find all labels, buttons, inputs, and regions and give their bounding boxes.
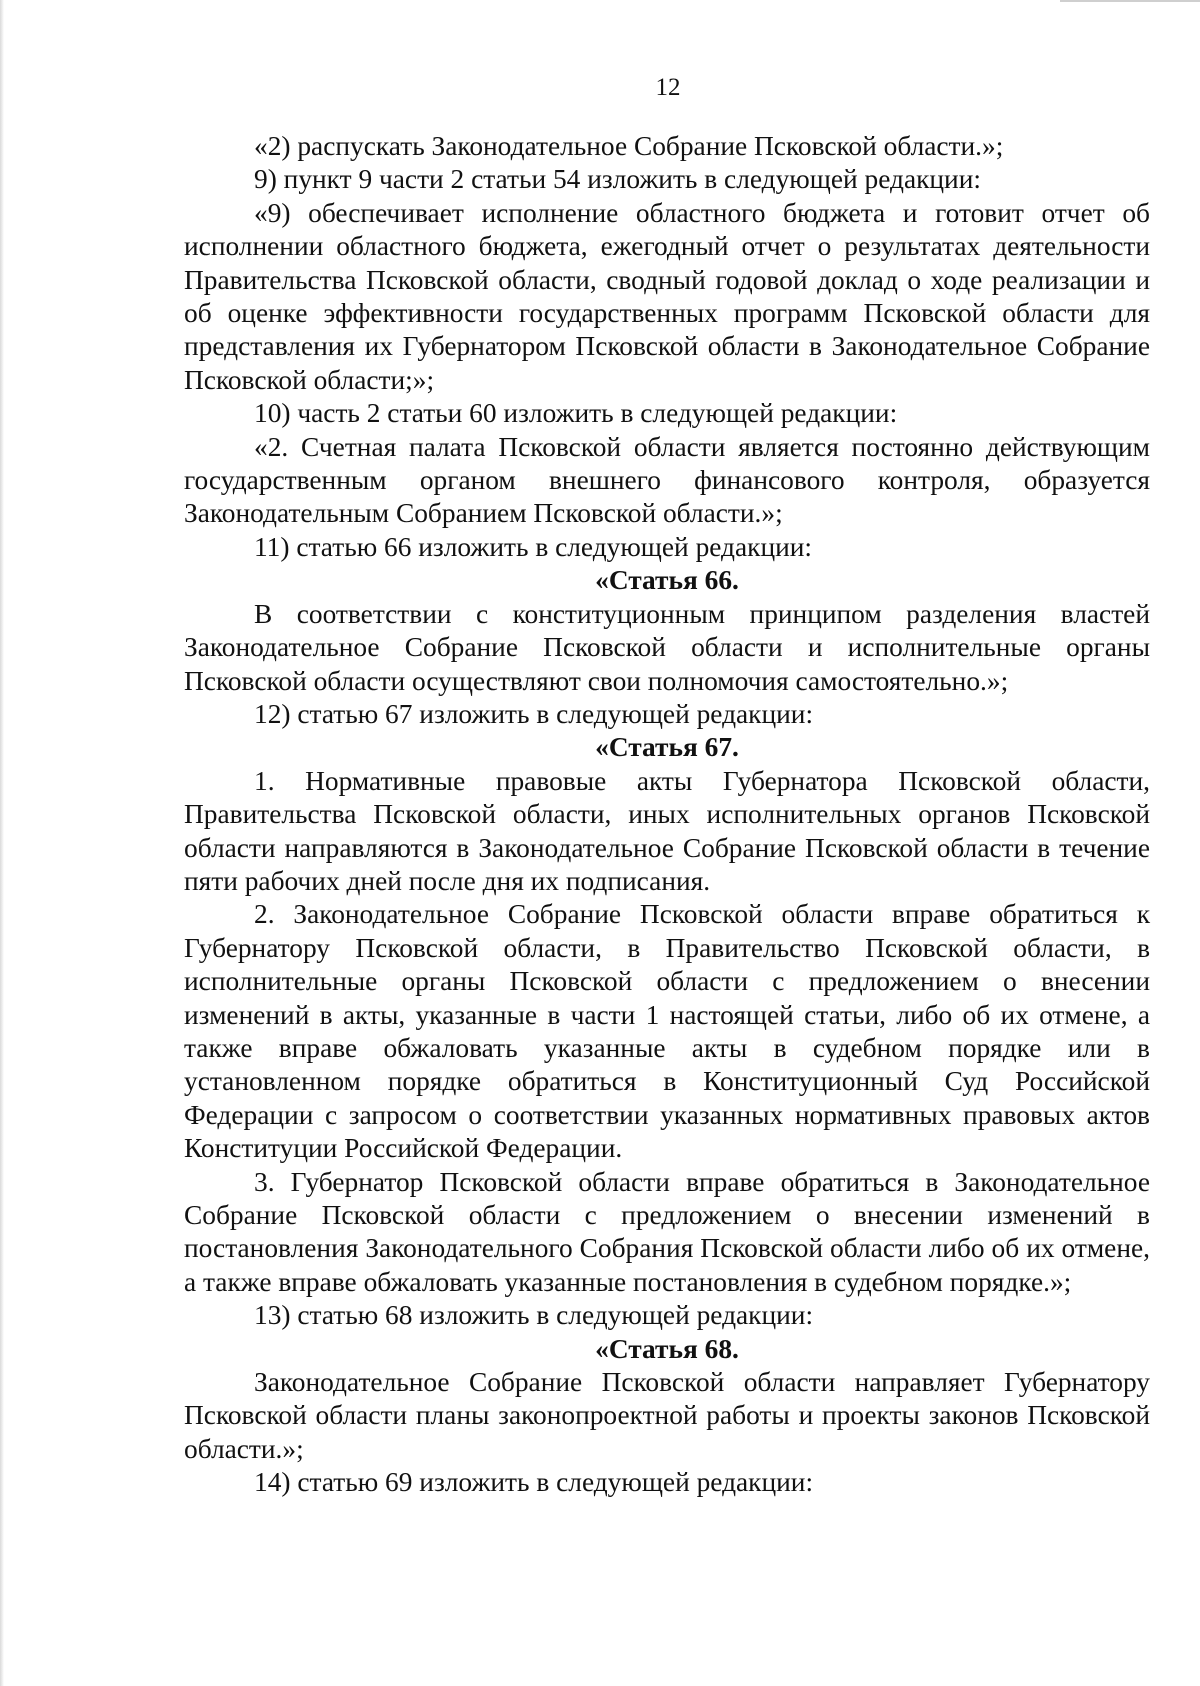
paragraph: 10) часть 2 статьи 60 изложить в следующей редакции: [254, 398, 898, 429]
document-body [184, 130, 1150, 1500]
paragraph: Законодательное Собрание Псковской области направляет Губернатору Псковской области планы законопроектной работы и проекты законов Псковской области.»; [184, 1367, 1150, 1464]
paragraph: «9) обеспечивает исполнение областного бюджета и готовит отчет об исполнении областного бюджета, ежегодный отчет о результатах деятельности Правительства Псковской области, сводный годовой доклад о ходе реализации и об оценке эффективности государственных программ Псковской области для представления их Губернатором Псковской области в Законодательное Собрание Псковской области;»; [184, 197, 1150, 395]
paragraph: «2) распускать Законодательное Собрание Псковской области.»; [254, 131, 1004, 161]
paragraph: 13) статью 68 изложить в следующей редакции: [254, 1300, 814, 1331]
article-heading: «Статья 68. [595, 1333, 739, 1364]
scan-edge [0, 0, 4, 1686]
paragraph: 12) статью 67 изложить в следующей редакции: [254, 698, 814, 729]
article-heading: «Статья 66. [595, 565, 739, 596]
paragraph: 2. Законодательное Собрание Псковской области вправе обратиться к Губернатору Псковской области, в Правительство Псковской области, в исполнительные органы Псковской области с предложением о внесении изменений в акты, указанные в части 1 настоящей статьи, либо об их отмене, а также вправе обжаловать указанные акты в судебном порядке или в установленном порядке обратиться в Конституционный Суд Российской Федерации с запросом о соответствии указанных нормативных правовых актов Конституции Российской Федерации. [184, 899, 1150, 1164]
paragraph: 9) пункт 9 части 2 статьи 54 изложить в следующей редакции: [254, 164, 981, 195]
paragraph: «2. Счетная палата Псковской области является постоянно действующим государственным органом внешнего финансового контроля, образуется Законодательным Собранием Псковской области.»; [184, 431, 1150, 529]
paragraph: В соответствии с конституционным принципом разделения властей Законодательное Собрание Псковской области и исполнительные органы Псковской области осуществляют свои полномочия самостоятельно.»; [184, 598, 1150, 696]
article-heading: «Статья 67. [595, 732, 739, 763]
paragraph: 11) статью 66 изложить в следующей редакции: [254, 531, 813, 562]
paragraph: 3. Губернатор Псковской области вправе обратиться в Законодательное Собрание Псковской области с предложением о внесении изменений в постановления Законодательного Собрания Псковской области либо об их отмене, а также вправе обжаловать указанные постановления в судебном порядке.»; [184, 1166, 1150, 1297]
page-number: 12 [655, 74, 681, 101]
paragraph: 14) статью 69 изложить в следующей редакции: [254, 1467, 814, 1498]
scan-edge [1060, 0, 1200, 2]
paragraph: 1. Нормативные правовые акты Губернатора Псковской области, Правительства Псковской области, иных исполнительных органов Псковской области направляются в Законодательное Собрание Псковской области в течение пяти рабочих дней после дня их подписания. [184, 765, 1150, 896]
